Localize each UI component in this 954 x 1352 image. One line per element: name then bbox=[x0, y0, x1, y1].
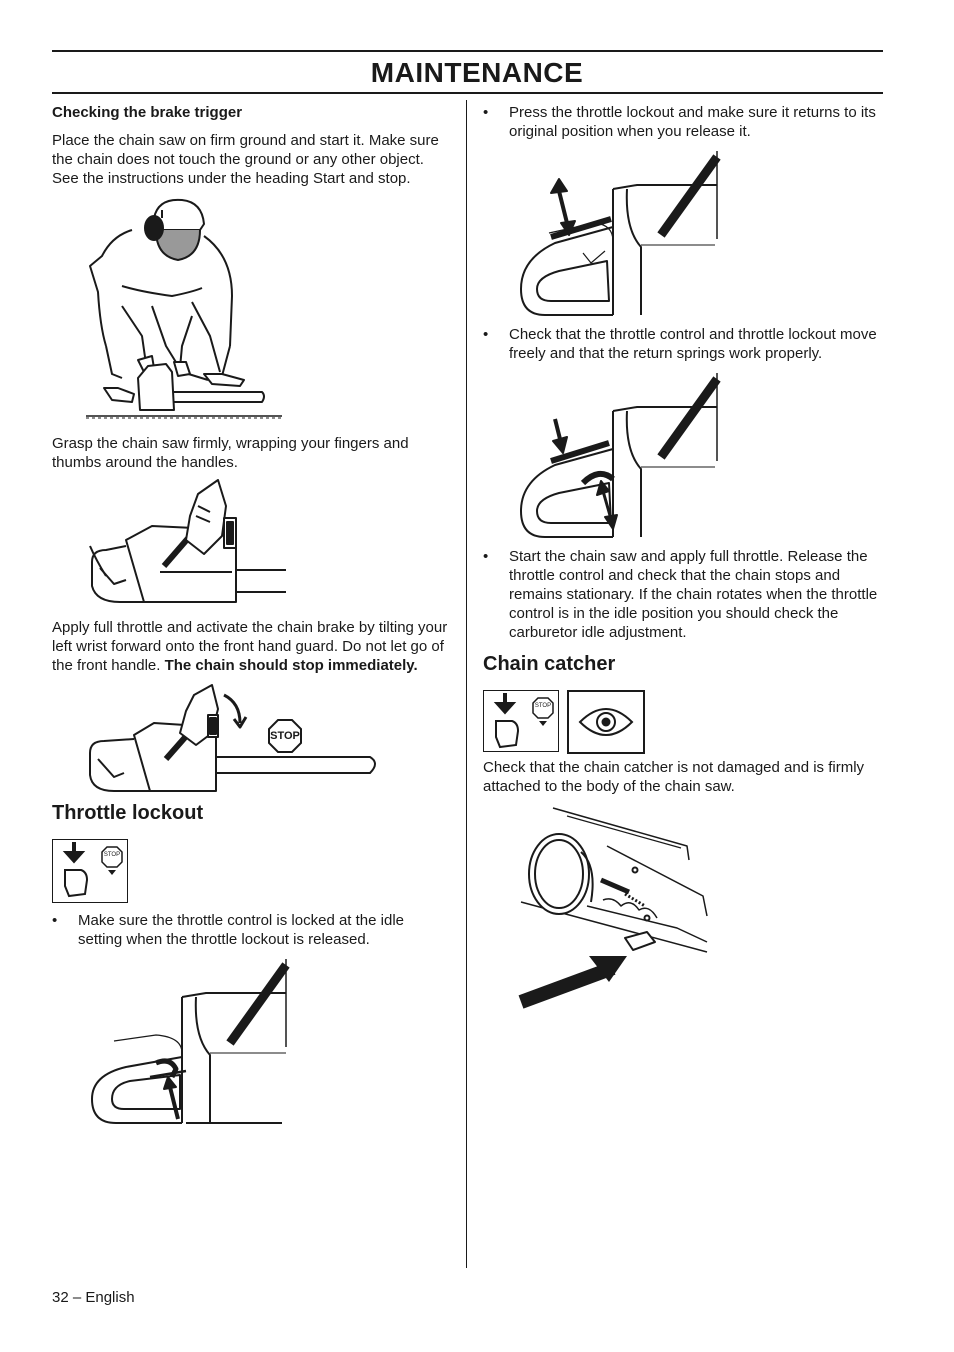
brake-para-1: Place the chain saw on firm ground and start it. Make sure the chain does not touch the ground or any other object. See the instructions under the heading Start and stop. bbox=[52, 132, 439, 187]
chain-catcher-icon-row bbox=[483, 690, 885, 754]
grip-illustration bbox=[86, 476, 326, 616]
column-divider bbox=[466, 100, 467, 1268]
page-footer: 32 – English bbox=[52, 1289, 135, 1306]
throttle-bullet-1-text: Make sure the throttle control is locked at the idle setting when the throttle lockout is released. bbox=[78, 912, 405, 948]
press-down-arrow-icon bbox=[490, 691, 520, 751]
right-column bbox=[483, 100, 885, 1016]
check-free-text: Check that the throttle control and throttle lockout move freely and that the return springs work properly. bbox=[509, 326, 877, 362]
stop-small-label: STOP bbox=[534, 703, 552, 709]
brake-para-3-text: Apply full throttle and activate the chain brake by tilting your left wrist forward onto the front hand guard. Do not let go of the front handle. bbox=[52, 619, 448, 674]
press-down-arrow-icon bbox=[59, 840, 89, 900]
start-saw-bullet bbox=[483, 547, 885, 642]
stop-sign-label: STOP bbox=[270, 730, 300, 742]
throttle-lockout-heading: Throttle lockout bbox=[52, 802, 204, 824]
inspect-eye-icon-box bbox=[567, 690, 645, 754]
catcher-warning-icon-box bbox=[483, 690, 559, 752]
brake-para-3 bbox=[52, 618, 452, 675]
bullet-dot: • bbox=[483, 104, 489, 121]
eye-icon bbox=[576, 702, 636, 742]
chain-catcher-para: Check that the chain catcher is not damaged and is firmly attached to the body of the chain saw. bbox=[483, 759, 865, 795]
brake-para-2: Grasp the chain saw firmly, wrapping your fingers and thumbs around the handles. bbox=[52, 435, 409, 471]
throttle-bullet-1 bbox=[52, 911, 452, 949]
throttle-warning-icon-box bbox=[52, 839, 128, 903]
bullet-dot: • bbox=[52, 912, 58, 929]
press-lockout-text: Press the throttle lockout and make sure it returns to its original position when you release it. bbox=[509, 104, 876, 140]
stop-small-label: STOP bbox=[103, 852, 121, 858]
header-rule-bottom bbox=[52, 92, 883, 94]
bullet-dot: • bbox=[483, 326, 489, 343]
start-saw-text: Start the chain saw and apply full throttle. Release the throttle control and check that the chain stops and remains stationary. If the chain rotates when the throttle control is in the idle position you should check the carburetor idle adjustment. bbox=[509, 548, 878, 641]
chain-catcher-illustration bbox=[517, 806, 717, 1016]
brake-activation-illustration bbox=[84, 683, 384, 793]
throttle-locked-illustration bbox=[86, 957, 296, 1127]
brake-para-3-emphasis: The chain should stop immediately. bbox=[164, 657, 418, 674]
check-free-bullet bbox=[483, 325, 885, 363]
brake-trigger-heading: Checking the brake trigger bbox=[52, 104, 243, 121]
press-lockout-bullet bbox=[483, 103, 885, 141]
header-rule-top bbox=[52, 50, 883, 52]
left-column bbox=[52, 100, 452, 1127]
chain-catcher-heading: Chain catcher bbox=[483, 653, 616, 675]
springs-check-illustration bbox=[515, 371, 755, 541]
operator-illustration bbox=[82, 196, 322, 428]
lockout-press-illustration bbox=[515, 149, 755, 319]
bullet-dot: • bbox=[483, 548, 489, 565]
page-title: MAINTENANCE bbox=[370, 57, 584, 88]
brake-activation-drawing bbox=[84, 683, 384, 793]
